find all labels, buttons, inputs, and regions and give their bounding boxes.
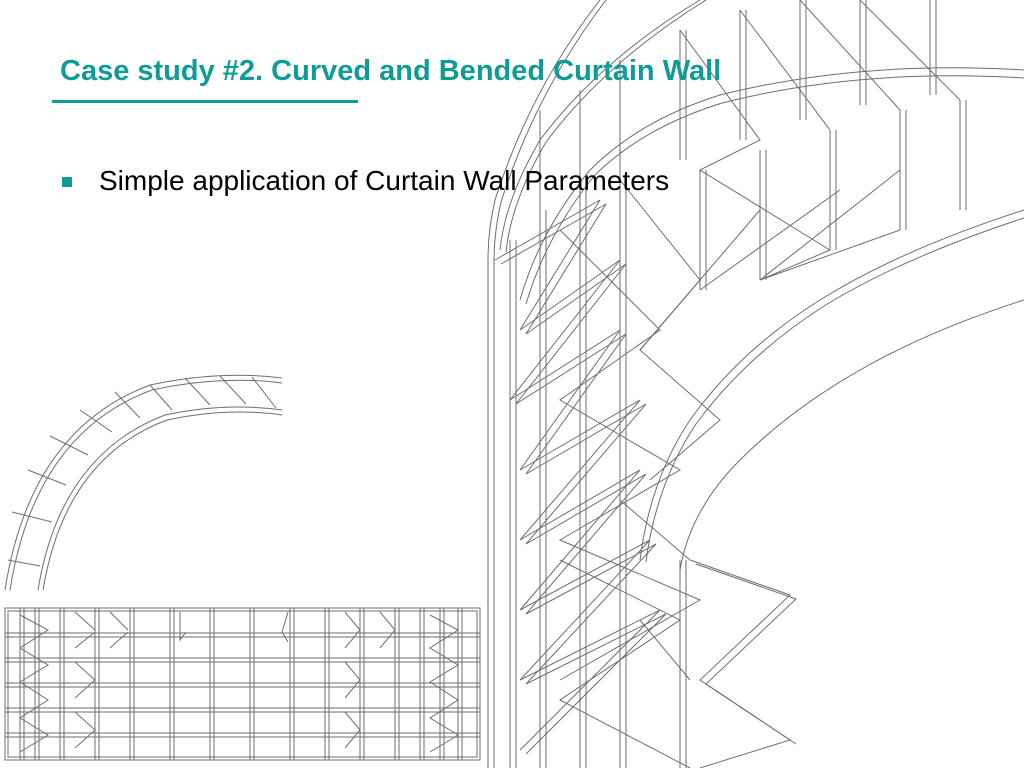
curved-curtain-wall-plan-view <box>5 375 282 590</box>
title-underline <box>52 100 358 103</box>
slide-title: Case study #2. Curved and Bended Curtain Wall <box>60 55 722 87</box>
curtain-wall-elevation-view <box>5 608 480 760</box>
bended-curtain-wall-3d-view <box>488 0 1024 768</box>
bullet-item <box>62 165 669 197</box>
bullet-text: Simple application of Curtain Wall Parameters <box>99 165 670 196</box>
square-bullet-icon <box>62 177 72 187</box>
